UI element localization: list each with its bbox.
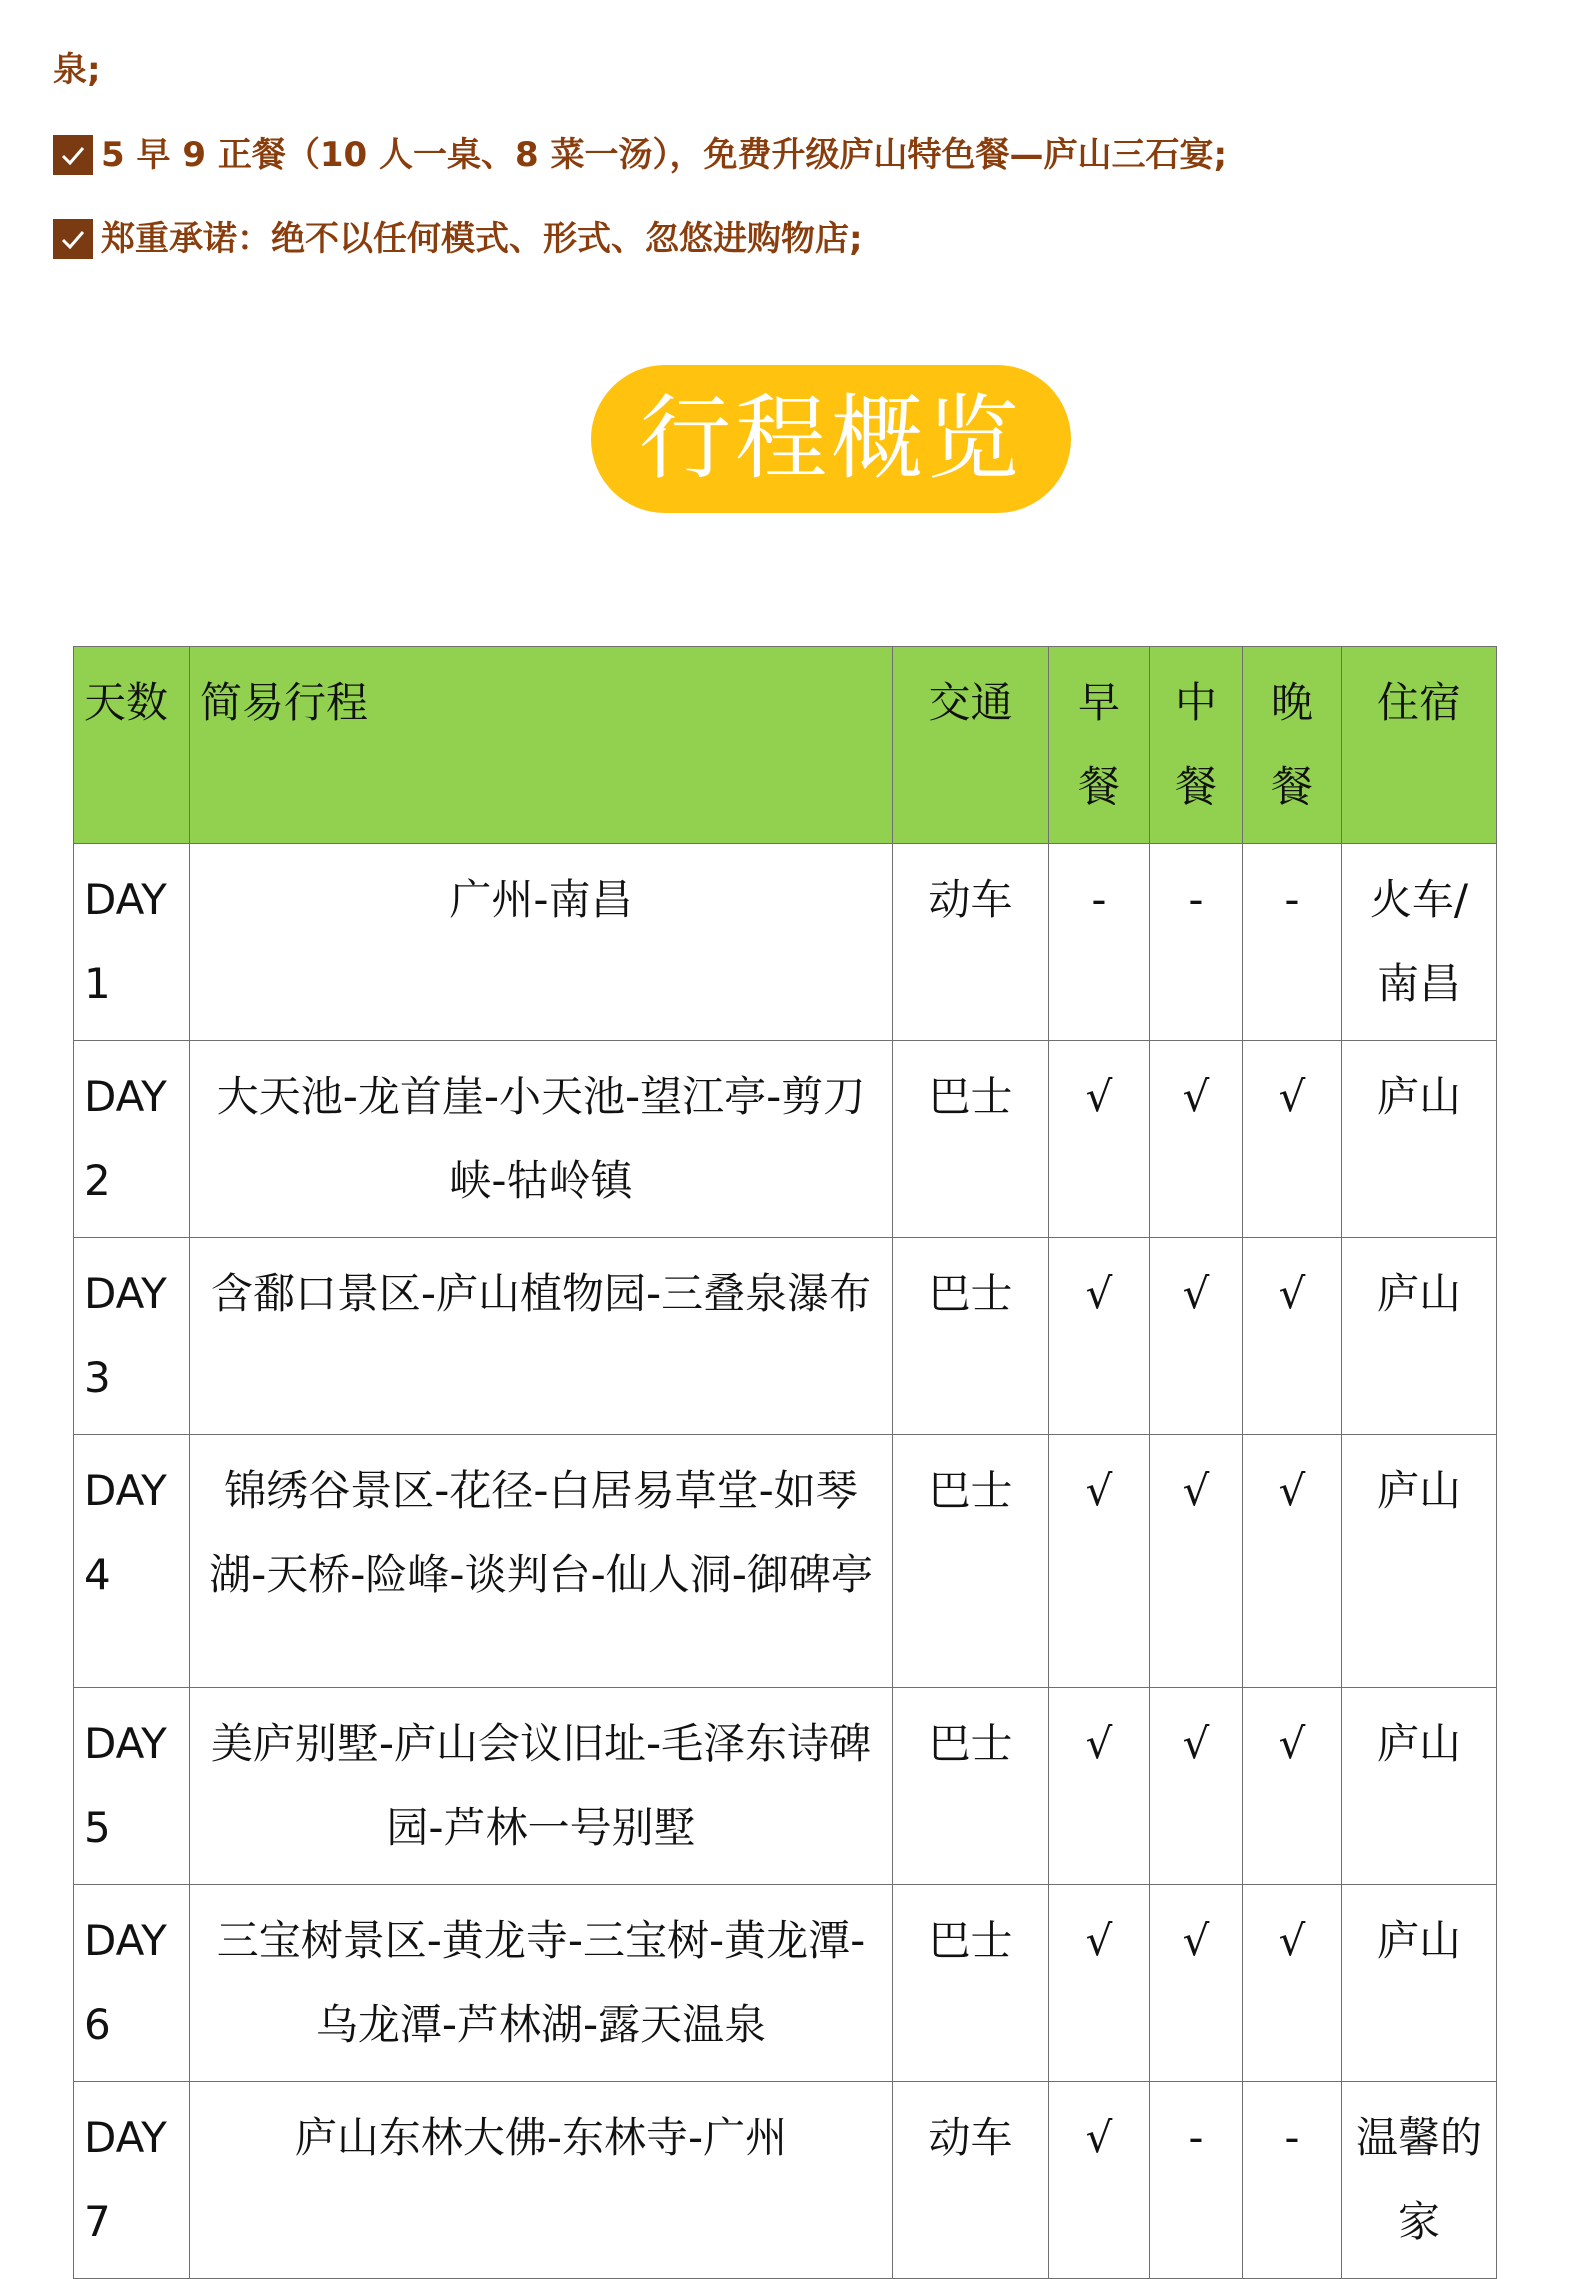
cell-transport: 巴士 xyxy=(893,1885,1049,2082)
cell-dinner: √ xyxy=(1243,1435,1342,1688)
note-line-1 xyxy=(53,133,1227,177)
checkbox-checked-icon xyxy=(53,135,93,175)
cell-lodging: 庐山 xyxy=(1342,1238,1497,1435)
header-day: 天数 xyxy=(74,647,190,844)
note-line-0 xyxy=(53,48,101,92)
cell-route: 广州-南昌 xyxy=(190,844,893,1041)
cell-route: 含鄱口景区-庐山植物园-三叠泉瀑布 xyxy=(190,1238,893,1435)
cell-day: DAY1 xyxy=(74,844,190,1041)
note-text-0: 泉; xyxy=(53,50,101,90)
note-text-2: 郑重承诺：绝不以任何模式、形式、忽悠进购物店; xyxy=(101,219,863,259)
cell-day: DAY4 xyxy=(74,1435,190,1688)
header-route: 简易行程 xyxy=(190,647,893,844)
cell-transport: 巴士 xyxy=(893,1238,1049,1435)
cell-lodging: 温馨的家 xyxy=(1342,2082,1497,2279)
itinerary-table xyxy=(73,646,1497,2279)
cell-transport: 动车 xyxy=(893,2082,1049,2279)
cell-dinner: √ xyxy=(1243,1688,1342,1885)
table-row xyxy=(74,1688,1497,1885)
cell-breakfast: √ xyxy=(1049,2082,1150,2279)
cell-dinner: - xyxy=(1243,2082,1342,2279)
cell-breakfast: √ xyxy=(1049,1435,1150,1688)
table-row xyxy=(74,1041,1497,1238)
note-line-2 xyxy=(53,217,863,261)
header-dinner: 晚餐 xyxy=(1243,647,1342,844)
cell-dinner: √ xyxy=(1243,1238,1342,1435)
cell-route: 庐山东林大佛-东林寺-广州 xyxy=(190,2082,893,2279)
note-text-1: 5 早 9 正餐（10 人一桌、8 菜一汤），免费升级庐山特色餐—庐山三石宴; xyxy=(101,135,1228,175)
cell-breakfast: √ xyxy=(1049,1885,1150,2082)
cell-route: 锦绣谷景区-花径-白居易草堂-如琴湖-天桥-险峰-谈判台-仙人洞-御碑亭 xyxy=(190,1435,893,1688)
cell-lodging: 庐山 xyxy=(1342,1435,1497,1688)
cell-transport: 巴士 xyxy=(893,1435,1049,1688)
header-lodging: 住宿 xyxy=(1342,647,1497,844)
cell-lunch: - xyxy=(1150,2082,1243,2279)
cell-lodging: 庐山 xyxy=(1342,1688,1497,1885)
table-row xyxy=(74,844,1497,1041)
header-breakfast: 早餐 xyxy=(1049,647,1150,844)
header-lunch: 中餐 xyxy=(1150,647,1243,844)
cell-lunch: √ xyxy=(1150,1885,1243,2082)
cell-breakfast: √ xyxy=(1049,1688,1150,1885)
cell-transport: 动车 xyxy=(893,844,1049,1041)
table-row xyxy=(74,1435,1497,1688)
section-title: 行程概览 xyxy=(638,385,1023,492)
cell-lunch: √ xyxy=(1150,1238,1243,1435)
cell-route: 大天池-龙首崖-小天池-望江亭-剪刀峡-牯岭镇 xyxy=(190,1041,893,1238)
cell-transport: 巴士 xyxy=(893,1688,1049,1885)
cell-day: DAY5 xyxy=(74,1688,190,1885)
cell-day: DAY3 xyxy=(74,1238,190,1435)
table-row xyxy=(74,1885,1497,2082)
cell-dinner: √ xyxy=(1243,1041,1342,1238)
cell-day: DAY2 xyxy=(74,1041,190,1238)
cell-breakfast: - xyxy=(1049,844,1150,1041)
cell-route: 美庐别墅-庐山会议旧址-毛泽东诗碑园-芦林一号别墅 xyxy=(190,1688,893,1885)
cell-lodging: 庐山 xyxy=(1342,1041,1497,1238)
header-transport: 交通 xyxy=(893,647,1049,844)
cell-breakfast: √ xyxy=(1049,1041,1150,1238)
table-header-row xyxy=(74,647,1497,844)
table-row xyxy=(74,1238,1497,1435)
cell-day: DAY7 xyxy=(74,2082,190,2279)
checkbox-checked-icon xyxy=(53,219,93,259)
cell-breakfast: √ xyxy=(1049,1238,1150,1435)
cell-dinner: - xyxy=(1243,844,1342,1041)
cell-lunch: - xyxy=(1150,844,1243,1041)
cell-lodging: 火车/南昌 xyxy=(1342,844,1497,1041)
cell-lunch: √ xyxy=(1150,1041,1243,1238)
cell-day: DAY6 xyxy=(74,1885,190,2082)
cell-lodging: 庐山 xyxy=(1342,1885,1497,2082)
section-title-banner xyxy=(591,365,1071,513)
cell-transport: 巴士 xyxy=(893,1041,1049,1238)
cell-route: 三宝树景区-黄龙寺-三宝树-黄龙潭-乌龙潭-芦林湖-露天温泉 xyxy=(190,1885,893,2082)
cell-lunch: √ xyxy=(1150,1688,1243,1885)
cell-lunch: √ xyxy=(1150,1435,1243,1688)
table-row xyxy=(74,2082,1497,2279)
cell-dinner: √ xyxy=(1243,1885,1342,2082)
